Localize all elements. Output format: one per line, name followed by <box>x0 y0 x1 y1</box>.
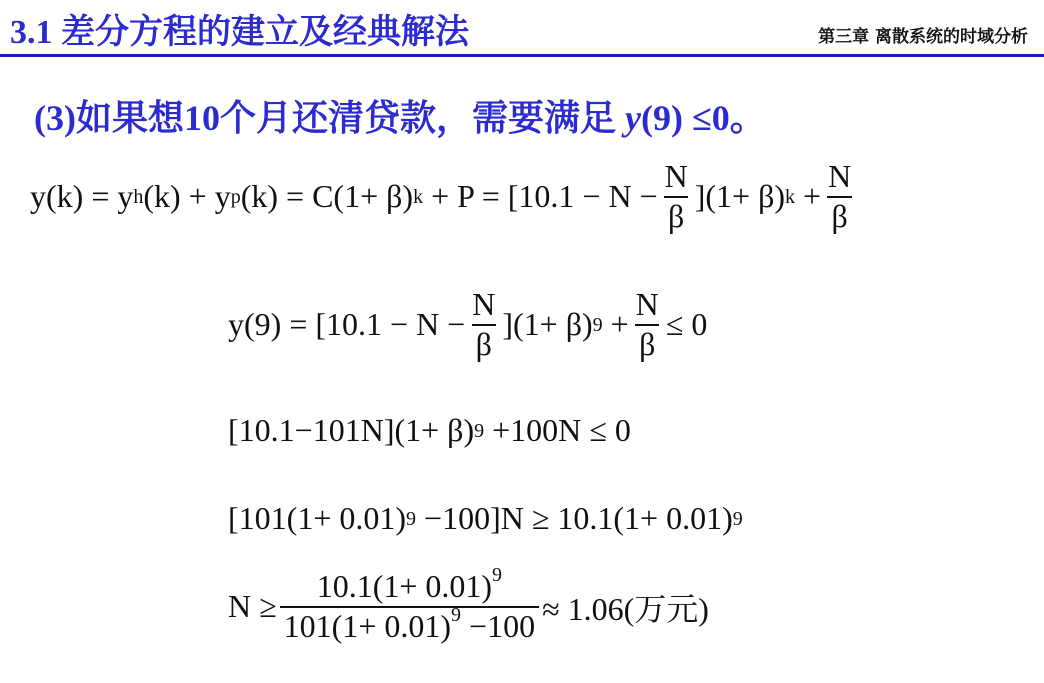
eq2-part3: + <box>602 306 629 343</box>
eq1-mid3: + P = [10.1 − N − <box>423 178 658 215</box>
eq3-part1: [10.1−101N](1+ β) <box>228 412 475 448</box>
eq5-denominator-exponent: 9 <box>451 603 462 626</box>
eq1-fraction-1 <box>661 160 692 233</box>
eq5-denominator-main: 101(1+ 0.01) <box>283 607 452 644</box>
eq5-denominator <box>280 603 539 644</box>
eq5-numerator-exponent: 9 <box>492 564 503 586</box>
eq1-mid5: + <box>795 178 822 215</box>
eq5-denominator-rest: −100 <box>461 607 536 644</box>
header-divider <box>0 54 1044 57</box>
problem-statement <box>34 90 766 141</box>
eq2-part1: y(9) = [10.1 − N − <box>228 306 466 343</box>
eq1-mid2: (k) = C(1+ β) <box>240 178 414 215</box>
eq3-part2: +100N ≤ 0 <box>484 412 631 448</box>
condition-rest: (9) ≤0。 <box>640 98 766 138</box>
equation-result <box>228 564 709 644</box>
chapter-label: 第三章 离散系统的时域分析 <box>818 27 1028 47</box>
eq1-mid4: ](1+ β) <box>694 178 786 215</box>
eq4-part2: −100]N ≥ 10.1(1+ 0.01) <box>416 500 733 536</box>
eq1-frac2-numerator: N <box>828 158 852 194</box>
eq5-numerator-main: 10.1(1+ 0.01) <box>316 568 493 604</box>
eq1-frac1-numerator: N <box>664 158 688 194</box>
condition-variable: y <box>624 98 641 138</box>
eq1-fraction-2 <box>824 160 855 233</box>
eq2-frac2-denominator: β <box>635 324 659 362</box>
eq5-numerator <box>313 564 506 606</box>
eq2-frac1-denominator: β <box>472 324 496 362</box>
eq4-part1: [101(1+ 0.01) <box>228 500 407 536</box>
slide-title: 3.1 差分方程的建立及经典解法 <box>10 14 469 51</box>
equation-y9: y(9) = [10.1 − N − $\frac{N}{\beta}$ ](1+ β) 9 + $\frac{N}{\beta}$ ≤ 0 <box>228 286 708 362</box>
eq2-fraction-1 <box>468 288 499 361</box>
eq1-frac1-denominator: β <box>664 196 688 234</box>
eq5-lhs: N ≥ <box>228 588 277 625</box>
eq5-rhs: ≈ 1.06(万元) <box>542 590 709 627</box>
equation-general-solution: y(k) = y h (k) + y p (k) = C(1+ β) k + P = [10.1 − N − $\frac{N}{\beta}$ ](1+ β) k + $\frac{N}{\beta}$ <box>30 160 858 233</box>
problem-prefix: (3)如果想10个月还清贷款，需要满足 <box>34 98 625 138</box>
equation-inequality-2: [101(1+ 0.01) 9 −100]N ≥ 10.1(1+ 0.01) 9 <box>228 500 743 536</box>
eq2-part2: ](1+ β) <box>502 306 593 343</box>
eq1-frac2-denominator: β <box>827 196 851 234</box>
eq2-frac2-numerator: N <box>635 286 659 322</box>
eq1-mid1: (k) + y <box>143 178 231 215</box>
eq2-part4: ≤ 0 <box>665 306 708 343</box>
eq2-frac1-numerator: N <box>472 286 496 322</box>
equation-inequality-1: [10.1−101N](1+ β) 9 +100N ≤ 0 <box>228 412 631 448</box>
eq5-fraction <box>280 564 539 644</box>
eq2-fraction-2 <box>632 288 663 361</box>
eq1-lhs: y(k) = y <box>30 178 134 215</box>
